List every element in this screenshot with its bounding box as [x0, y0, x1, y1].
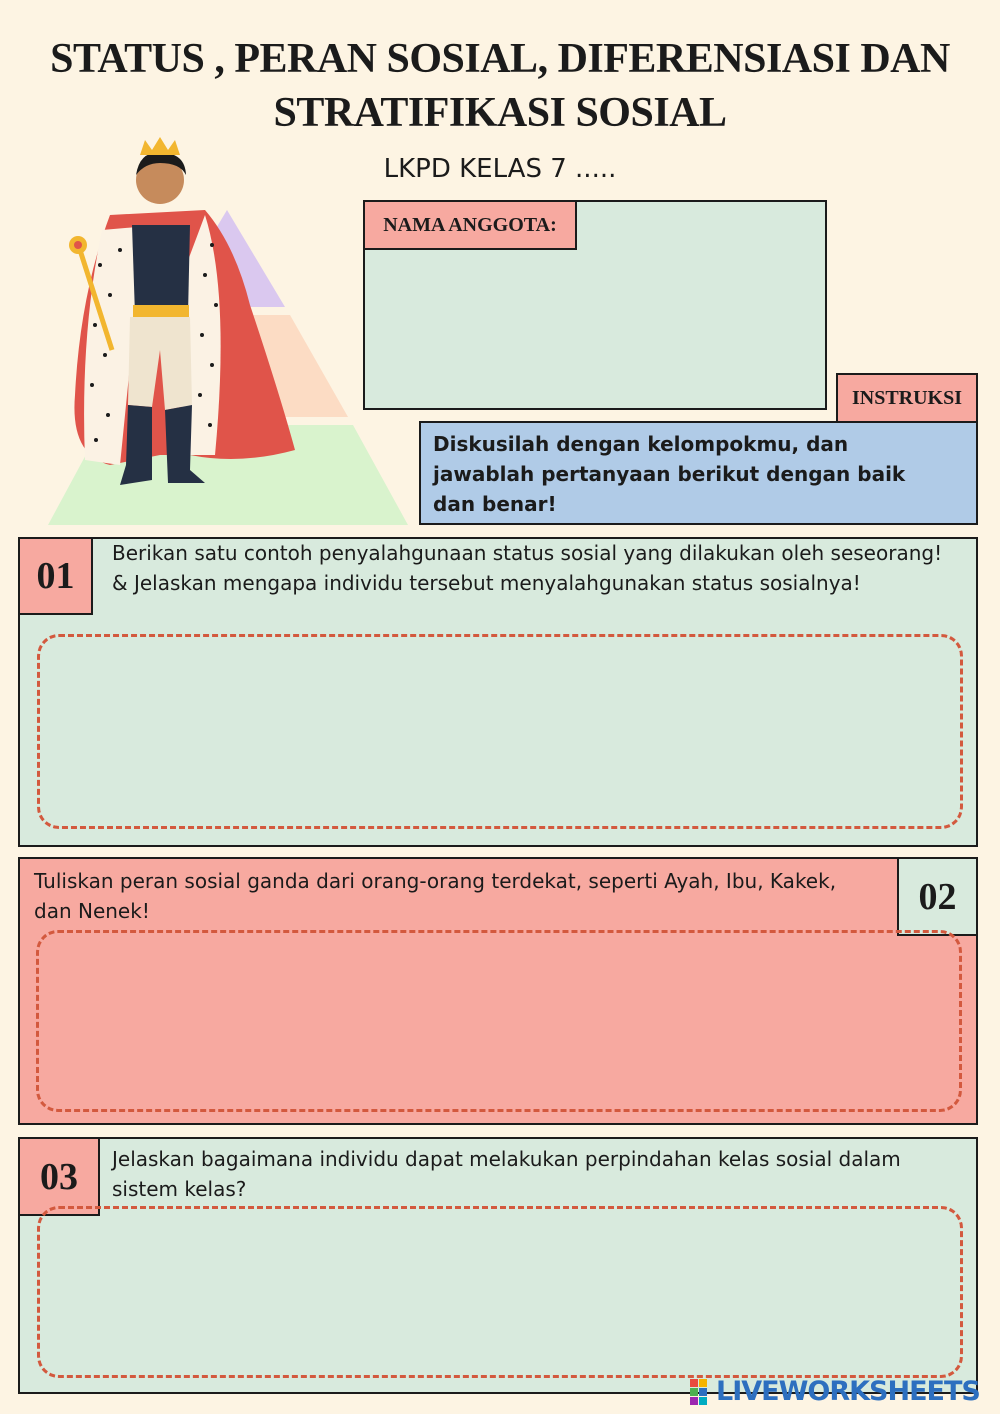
liveworksheets-logo-icon — [690, 1377, 716, 1405]
question-3-answer-field[interactable] — [37, 1206, 963, 1378]
king-with-pyramid-illustration — [40, 135, 415, 530]
liveworksheets-brand: LIVEWORKSHEETS — [716, 1375, 980, 1407]
instructions-label: INSTRUKSI — [836, 373, 978, 423]
title-line-1: STATUS , PERAN SOSIAL, DIFERENSIASI DAN — [50, 36, 950, 82]
question-1-answer-field[interactable] — [37, 634, 963, 829]
question-3-number: 03 — [18, 1137, 100, 1216]
question-2-number: 02 — [897, 857, 978, 936]
instructions-box — [419, 421, 978, 525]
question-3-text: Jelaskan bagaimana individu dapat melakukan perpindahan kelas sosial dalam sistem kelas? — [112, 1147, 901, 1201]
question-1-number: 01 — [18, 537, 93, 615]
title-line-2: STRATIFIKASI SOSIAL — [273, 90, 727, 136]
liveworksheets-watermark — [690, 1374, 990, 1408]
question-2-text: Tuliskan peran sosial ganda dari orang-orang terdekat, seperti Ayah, Ibu, Kakek, dan Nenek! — [34, 869, 837, 923]
members-label: NAMA ANGGOTA: — [363, 200, 577, 250]
instructions-text: Diskusilah dengan kelompokmu, dan jawablah pertanyaan berikut dengan baik dan benar! — [433, 432, 906, 516]
subtitle: LKPD KELAS 7 ..... — [383, 154, 617, 184]
question-1-text: Berikan satu contoh penyalahgunaan status sosial yang dilakukan oleh seseorang! & Jelaskan mengapa individu tersebut menyalahgunakan status sosialnya! — [112, 541, 943, 595]
question-2-answer-field[interactable] — [36, 930, 962, 1112]
